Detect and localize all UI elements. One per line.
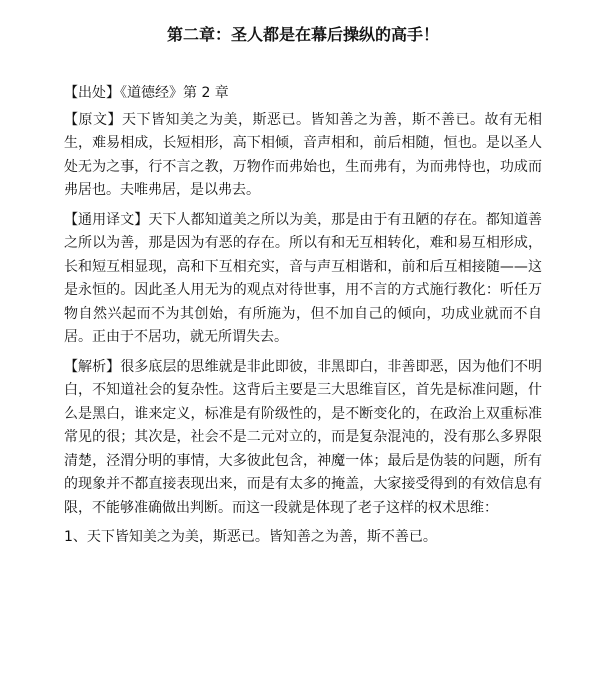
original-tag: 【原文】 — [64, 111, 122, 128]
chapter-title: 第二章：圣人都是在幕后操纵的高手！ — [166, 25, 439, 44]
analysis-paragraph — [64, 356, 542, 521]
source-tag: 【出处】 — [64, 85, 120, 101]
translation-tag: 【通用译文】 — [64, 211, 149, 228]
translation-text: 天下人都知道美之所以为美，那是由于有丑陋的存在。都知道善之所以为善，那是因为有恶的存在。所以有和无互相转化，难和易互相形成，长和短互相显现，高和下互相充实，音与声互相谐和，前和后互相接随——这是永恒的。因此圣人用无为的观点对待世事，用不言的方式施行教化：听任万物自然兴起而不为其创始，有所施为，但不加自己的倾向，功成业就而不自居。正由于不居功，就无所谓失去。 — [64, 211, 543, 345]
analysis-tag: 【解析】 — [64, 358, 121, 375]
original-text: 天下皆知美之为美，斯恶已。皆知善之为善，斯不善已。故有无相生，难易相成，长短相形，高下相倾，音声相和，前后相随，恒也。是以圣人处无为之事，行不言之教，万物作而弗始也，生而弗有，为而弗恃也，功成而弗居也。夫唯弗居，是以弗去。 — [64, 111, 542, 198]
translation-paragraph — [64, 209, 542, 350]
source-text: 《道德经》第 2 章 — [120, 85, 229, 101]
point-1-paragraph: 1、天下皆知美之为美，斯恶已。皆知善之为善，斯不善已。 — [64, 529, 437, 545]
source-paragraph — [64, 82, 542, 106]
analysis-text: 很多底层的思维就是非此即彼，非黑即白，非善即恶，因为他们不明白，不知道社会的复杂性。这背后主要是三大思维盲区，首先是标准问题，什么是黑白，谁来定义，标准是有阶级性的，是不断变化的，在政治上双重标准常见的很；其次是，社会不是二元对立的，而是复杂混沌的，没有那么多界限清楚，泾渭分明的事情，大多彼此包含，神魔一体；最后是伪装的问题，所有的现象并不都直接表现出来，而是有太多的掩盖，大家接受得到的有效信息有限，不能够准确做出判断。而这一段就是体现了老子这样的权术思维： — [64, 358, 543, 516]
original-text-paragraph — [64, 109, 542, 203]
